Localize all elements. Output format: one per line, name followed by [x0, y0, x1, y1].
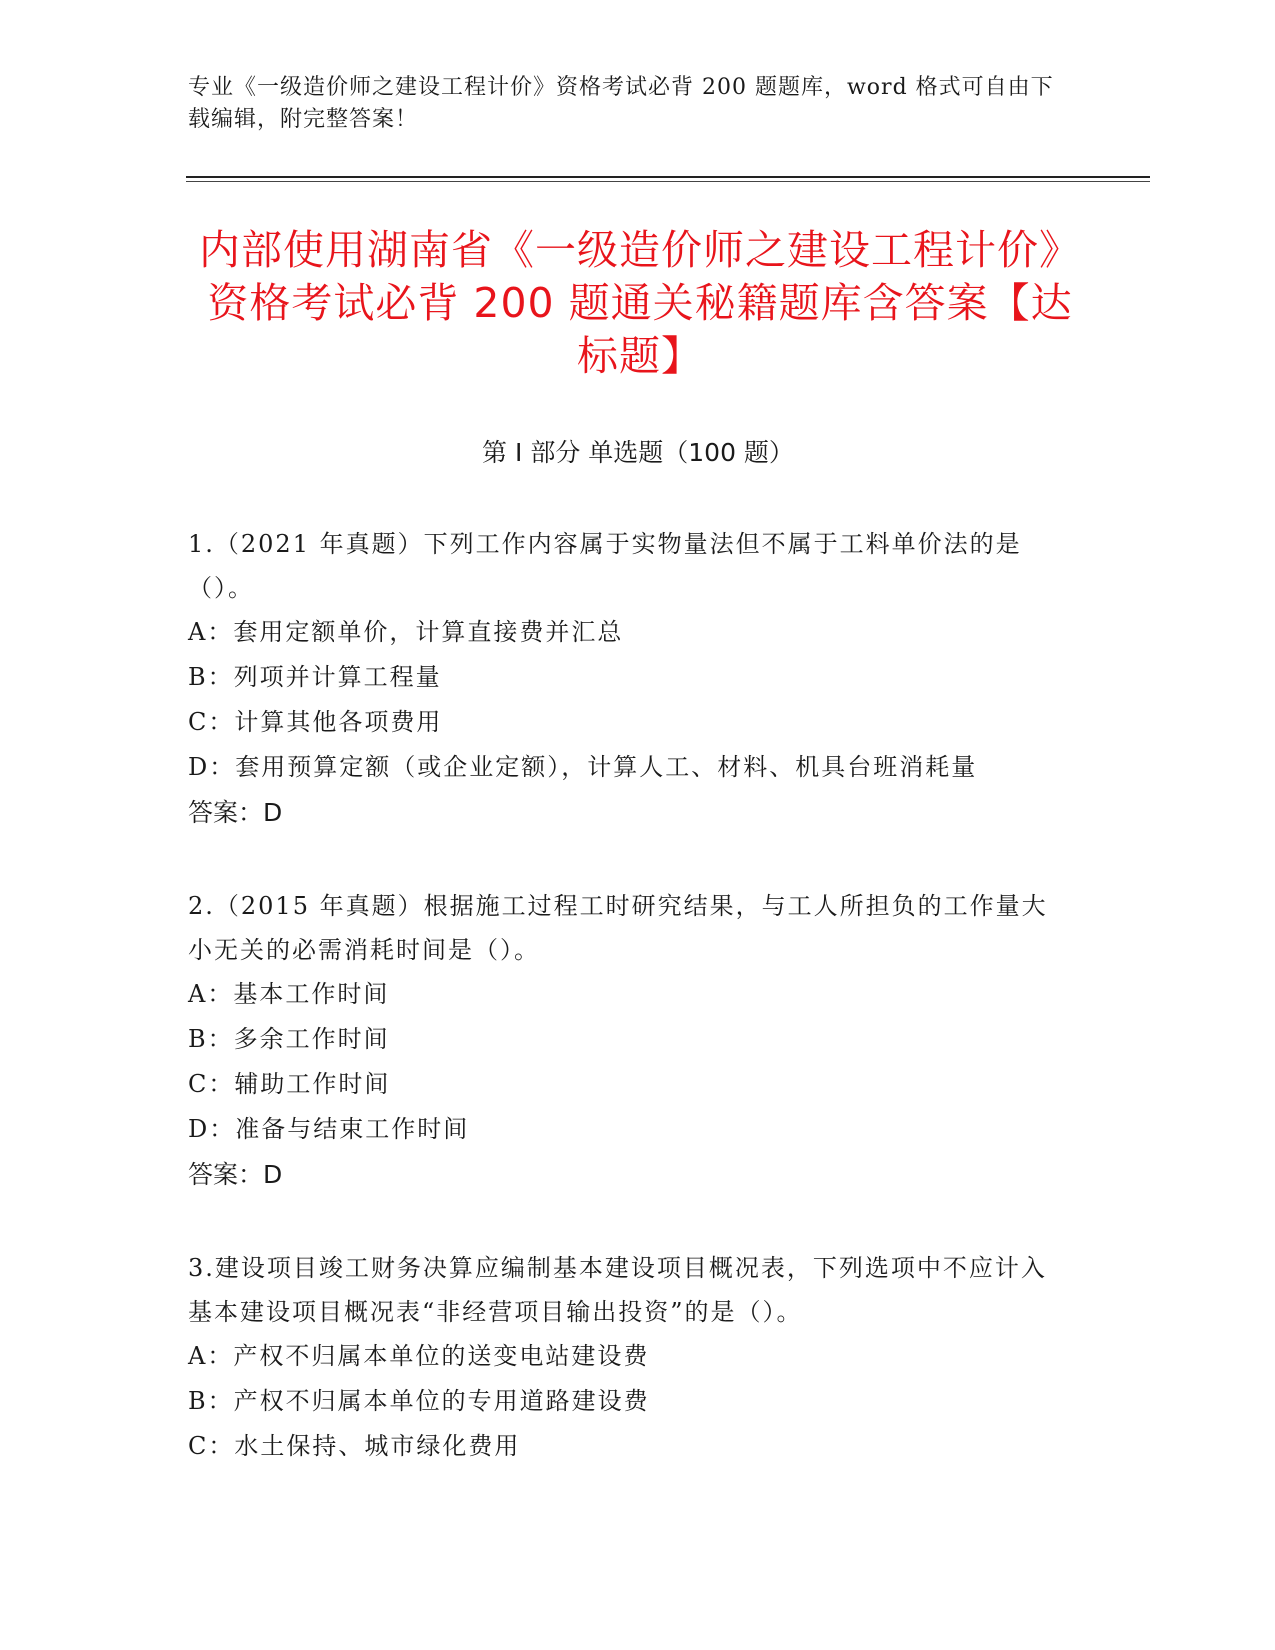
option-a: A：基本工作时间 — [188, 980, 390, 1008]
option-b: B：产权不归属本单位的专用道路建设费 — [188, 1387, 650, 1415]
header-note: 专业《一级造价师之建设工程计价》资格考试必背 200 题题库，word 格式可自由下载编辑，附完整答案！ — [188, 75, 1054, 132]
question-stem: 1.（2021 年真题）下列工作内容属于实物量法但不属于工料单价法的是（）。 — [188, 530, 1022, 602]
answer-line: 答案：D — [188, 798, 283, 827]
question-stem: 2.（2015 年真题）根据施工过程工时研究结果，与工人所担负的工作量大小无关的必需消耗时间是（）。 — [188, 892, 1048, 964]
option-d: D：套用预算定额（或企业定额），计算人工、材料、机具台班消耗量 — [188, 753, 978, 781]
document-title: 内部使用湖南省《一级造价师之建设工程计价》资格考试必背 200 题通关秘籍题库含答案【达标题】 — [199, 226, 1081, 380]
option-c: C：水土保持、城市绿化费用 — [188, 1432, 521, 1460]
question-2 — [188, 884, 1068, 1197]
option-d: D：准备与结束工作时间 — [188, 1115, 470, 1143]
header-divider-thin — [186, 181, 1150, 182]
option-b: B：多余工作时间 — [188, 1025, 390, 1053]
option-b: B：列项并计算工程量 — [188, 663, 442, 691]
option-a: A：套用定额单价，计算直接费并汇总 — [188, 618, 624, 646]
option-c: C：辅助工作时间 — [188, 1070, 391, 1098]
section-heading: 第 I 部分 单选题（100 题） — [482, 438, 794, 467]
option-a: A：产权不归属本单位的送变电站建设费 — [188, 1342, 650, 1370]
header-divider-thick — [186, 176, 1150, 178]
answer-line: 答案：D — [188, 1160, 283, 1189]
question-1 — [188, 522, 1068, 835]
question-3 — [188, 1246, 1068, 1469]
option-c: C：计算其他各项费用 — [188, 708, 443, 736]
question-stem: 3.建设项目竣工财务决算应编制基本建设项目概况表，下列选项中不应计入基本建设项目概况表“非经营项目输出投资”的是（）。 — [188, 1254, 1047, 1326]
